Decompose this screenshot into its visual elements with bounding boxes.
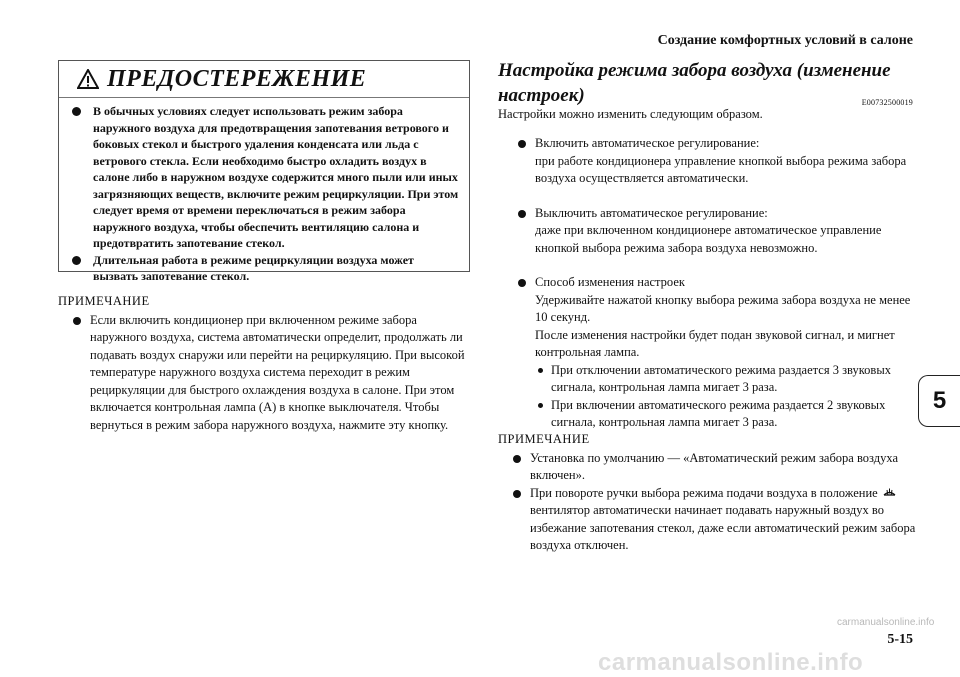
dot-icon — [538, 403, 543, 408]
item-text: даже при включенном кондиционере автоматическое управление кнопкой выбора режима забора воздуха невозможно. — [535, 223, 882, 255]
bullet-icon — [513, 490, 521, 498]
bullet-icon — [518, 140, 526, 148]
note-item-text: Установка по умолчанию — «Автоматический режим забора воздуха включен». — [530, 450, 898, 482]
list-item — [498, 274, 923, 432]
list-item — [498, 135, 923, 188]
note-title: ПРИМЕЧАНИЕ — [58, 294, 150, 308]
warning-header — [59, 61, 469, 98]
watermark-small: carmanualsonline.info — [837, 617, 935, 628]
chapter-tab: 5 — [918, 375, 960, 427]
warning-body — [59, 98, 469, 285]
page-number: 5-15 — [887, 632, 913, 647]
bullet-icon — [73, 317, 81, 325]
warning-triangle-icon — [77, 69, 99, 89]
dot-icon — [538, 368, 543, 373]
warning-item — [69, 252, 459, 285]
warning-item — [69, 103, 459, 252]
section-intro: Настройки можно изменить следующим образом. — [498, 107, 763, 121]
settings-list — [498, 135, 923, 449]
bullet-icon — [72, 256, 81, 265]
warning-box — [58, 60, 470, 283]
bullet-icon — [518, 210, 526, 218]
right-note — [498, 431, 923, 555]
note-item — [498, 485, 923, 555]
section-title: Настройка режима забора воздуха (изменение настроек) — [498, 60, 891, 106]
warning-item-text: В обычных условиях следует использовать режим забора наружного воздуха для предотвращения запотевания ветрового и боковых стекол и быстрого удаления конденсата или льда с ветрового стекла. Если необходимо быстро охладить воздух в салоне либо в наружном воздухе содержится много пыли или иных загрязняющих веществ, включите режим рециркуляции. При этом следует время от времени переключаться в режим забора наружного воздуха, чтобы обеспечить вентиляцию салона и предотвратить запотевание стекол. — [93, 104, 459, 250]
sub-item — [535, 362, 923, 397]
section-header: Создание комфортных условий в салоне — [657, 33, 913, 48]
item-heading: Выключить автоматическое регулирование: — [535, 205, 768, 220]
note-title: ПРИМЕЧАНИЕ — [498, 432, 590, 446]
sub-item-text: При включении автоматического режима раздается 2 звуковых сигнала, контрольная лампа мигает 3 раза. — [551, 397, 886, 429]
note-item-text: Если включить кондиционер при включенном режиме забора наружного воздуха, система автоматически определит, продолжать ли подавать воздух снаружи или перейти на рециркуляцию. При высокой температуре наружного воздуха система переходит в режим рециркуляции для быстрого охлаждения воздуха в салоне. При этом включается контрольная лампа (A) в кнопке выключателя. Чтобы вернуться в режим забора наружного воздуха, нажмите эту кнопку. — [90, 312, 465, 432]
note-item — [498, 450, 923, 485]
note-item-text: При повороте ручки выбора режима подачи воздуха в положение — [530, 485, 878, 500]
bullet-icon — [72, 107, 81, 116]
section-code: E00732500019 — [861, 98, 913, 107]
watermark: carmanualsonline.info — [598, 649, 864, 676]
windshield-defrost-icon — [883, 487, 896, 498]
item-heading: Включить автоматическое регулирование: — [535, 136, 760, 150]
bullet-icon — [518, 279, 526, 287]
sub-item — [535, 397, 923, 432]
list-item — [498, 205, 923, 258]
item-text: Удерживайте нажатой кнопку выбора режима забора воздуха не менее 10 секунд. — [535, 292, 911, 324]
item-text: при работе кондиционера управление кнопкой выбора режима забора воздуха осуществляется автоматически. — [535, 153, 907, 185]
sub-item-text: При отключении автоматического режима раздается 3 звуковых сигнала, контрольная лампа мигает 3 раза. — [551, 362, 891, 394]
note-item-text: вентилятор автоматически начинает подавать наружный воздух во избежание запотевания стекол, даже если автоматический режим забора воздуха отключен. — [530, 503, 916, 552]
warning-item-text: Длительная работа в режиме рециркуляции воздуха может вызвать запотевание стекол. — [93, 252, 414, 283]
item-text: После изменения настройки будет подан звуковой сигнал, и мигнет контрольная лампа. — [535, 327, 895, 359]
warning-title: ПРЕДОСТЕРЕЖЕНИЕ — [107, 65, 367, 92]
bullet-icon — [513, 455, 521, 463]
note-item — [58, 312, 476, 435]
left-note — [58, 293, 476, 434]
item-heading: Способ изменения настроек — [535, 275, 685, 289]
